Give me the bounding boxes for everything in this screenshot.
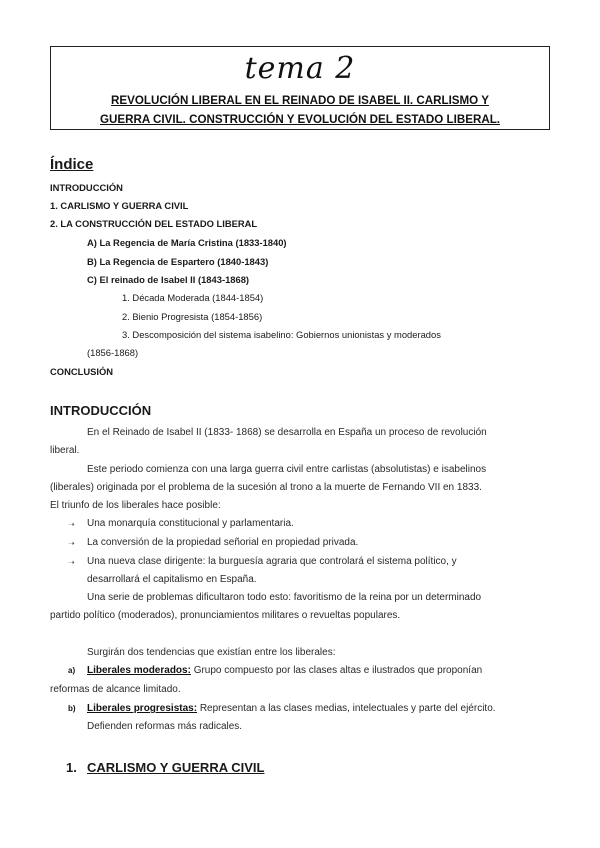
intro-p2-line3: El triunfo de los liberales hace posible: [50, 500, 221, 511]
toc-item-reinado-isabel: C) El reinado de Isabel II (1843-1868) [87, 274, 250, 285]
indice-heading: Índice [50, 156, 94, 173]
tendencia-progresistas-cont: Defienden reformas más radicales. [87, 721, 243, 732]
intro-p1-line2: liberal. [50, 445, 80, 456]
document-subtitle [59, 91, 541, 129]
arrow-bullet-icon: ➝ [68, 558, 75, 567]
list-marker-b: b) [68, 704, 76, 713]
handwritten-title: tema 2 [244, 51, 356, 86]
bullet-item-continuation: desarrollará el capitalismo en España. [87, 574, 257, 585]
subtitle-line-2: GUERRA CIVIL. CONSTRUCCIÓN Y EVOLUCIÓN DEL ESTADO LIBERAL. [99, 113, 500, 126]
subtitle-line-1: REVOLUCIÓN LIBERAL EN EL REINADO DE ISABEL II. CARLISMO Y [111, 94, 489, 107]
toc-item-decada-moderada: 1. Década Moderada (1844-1854) [122, 292, 264, 303]
intro-p2-line1: Este periodo comienza con una larga guerra civil entre carlistas (absolutistas) e isabelinos [87, 464, 487, 475]
tendencia-label: Liberales moderados: [87, 665, 191, 676]
toc-item-conclusion: CONCLUSIÓN [50, 366, 114, 377]
intro-p3-line2: partido político (moderados), pronunciamientos militares o revueltas populares. [50, 610, 401, 621]
bullet-item: Una nueva clase dirigente: la burguesía agraria que controlará el sistema político, y [87, 556, 457, 567]
intro-p2-line2: (liberales) originada por el problema de la sucesión al trono a la muerte de Fernando VII en 1833. [50, 482, 482, 493]
tendencia-label: Liberales progresistas: [87, 703, 198, 714]
tendencia-moderados [87, 665, 482, 676]
toc-item-introduccion: INTRODUCCIÓN [50, 182, 123, 193]
introduccion-heading: INTRODUCCIÓN [50, 403, 152, 418]
list-marker-a: a) [68, 666, 76, 675]
toc-item-bienio-progresista: 2. Bienio Progresista (1854-1856) [122, 311, 263, 322]
tendencia-text: Representan a las clases medias, intelectuales y parte del ejército. [197, 703, 496, 714]
bullet-item: La conversión de la propiedad señorial en propiedad privada. [87, 537, 359, 548]
toc-item-regencia-maria-cristina: A) La Regencia de María Cristina (1833-1840) [87, 237, 287, 248]
tendencia-moderados-cont: reformas de alcance limitado. [50, 684, 181, 695]
intro-p3-line1: Una serie de problemas dificultaron todo esto: favoritismo de la reina por un determinado [87, 592, 482, 603]
intro-p4: Surgirán dos tendencias que existían entre los liberales: [87, 647, 336, 658]
toc-item-carlismo: 1. CARLISMO Y GUERRA CIVIL [50, 200, 189, 211]
arrow-bullet-icon: ➝ [68, 539, 75, 548]
tendencia-text: Grupo compuesto por las clases altas e ilustrados que proponían [190, 665, 483, 676]
section1-number: 1. [66, 760, 77, 775]
toc-item-descomposicion: 3. Descomposición del sistema isabelino: Gobiernos unionistas y moderados [122, 329, 441, 340]
intro-p1-line1: En el Reinado de Isabel II (1833- 1868) se desarrolla en España un proceso de revolución [87, 427, 487, 438]
toc-item-regencia-espartero: B) La Regencia de Espartero (1840-1843) [87, 256, 269, 267]
toc-item-descomposicion-years: (1856-1868) [87, 347, 139, 358]
section1-title: CARLISMO Y GUERRA CIVIL [87, 760, 265, 775]
arrow-bullet-icon: ➝ [68, 520, 75, 529]
tendencia-progresistas [87, 703, 496, 714]
title-box [50, 46, 550, 130]
toc-item-estado-liberal: 2. LA CONSTRUCCIÓN DEL ESTADO LIBERAL [50, 218, 258, 229]
bullet-item: Una monarquía constitucional y parlamentaria. [87, 518, 294, 529]
